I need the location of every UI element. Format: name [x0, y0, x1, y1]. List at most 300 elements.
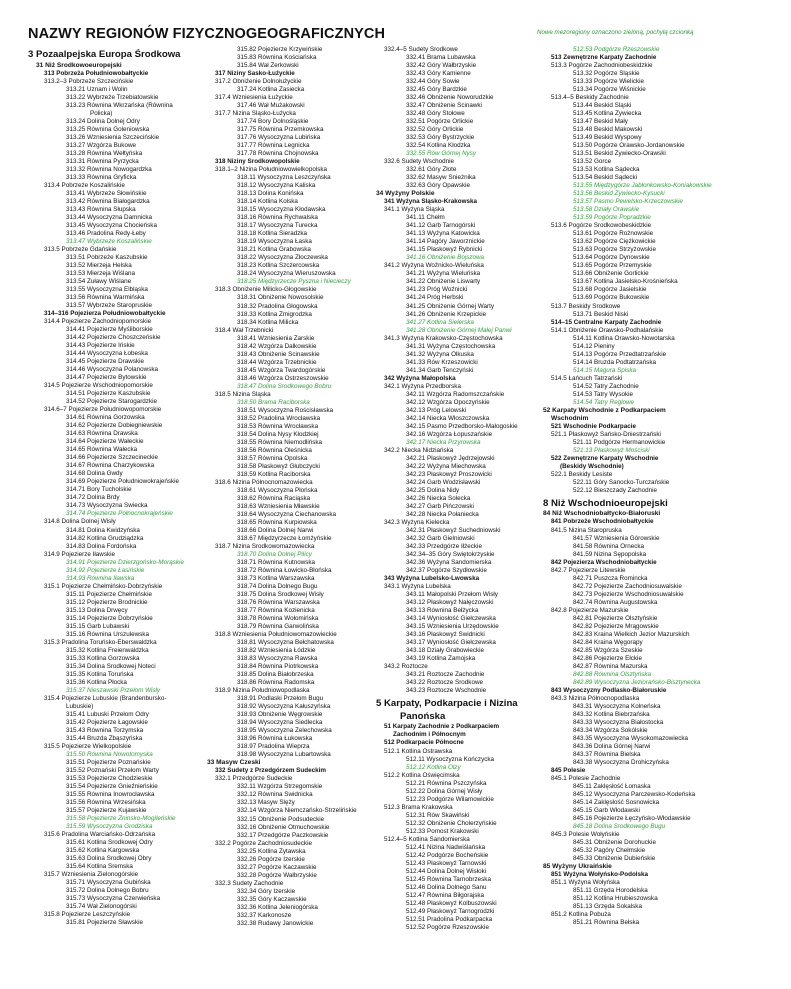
region-entry: 315.14 Pojezierze Dobrzyńskie: [66, 614, 153, 622]
region-entry: 845.18 Dolina Środkowego Bugu: [573, 823, 666, 831]
region-heading: Wschodnim: [551, 414, 589, 422]
region-entry: 318.59 Kotlina Raciborska: [237, 470, 311, 478]
region-entry: 512.4–5 Kotlina Sandomierska: [384, 835, 470, 843]
region-entry: 314.91 Pojezierze Dzierzgońsko-Morąskie: [66, 558, 184, 566]
column-2: [207, 46, 375, 928]
region-entry: 843.32 Kotlina Biebrzańska: [573, 710, 650, 718]
region-entry: 332.51 Pogórze Orlickie: [406, 118, 474, 126]
region-entry: 841.59 Nizina Sępopolska: [573, 550, 647, 558]
region-entry: 332.53 Góry Bystrzyckie: [406, 134, 475, 142]
region-entry: 315.33 Kotlina Gorzowska: [66, 654, 140, 662]
region-entry: 522.11 Góry Sanocko-Turczańskie: [573, 478, 670, 486]
region-entry: 512.3 Brama Krakowska: [384, 803, 453, 811]
region-entry: 318.63 Wzniesienia Mławskie: [237, 502, 320, 510]
region-entry: 317.74 Bory Dolnośląskie: [237, 118, 309, 126]
region-entry: 851.2 Kotlina Pobuża: [551, 911, 611, 919]
region-entry: 314.46 Wysoczyzna Polanowska: [66, 366, 158, 374]
region-entry: 512.21 Równina Pszczyńska: [406, 779, 487, 787]
region-entry: 843.37 Równina Bielska: [573, 750, 641, 758]
region-entry: 342.32 Garb Gielniowski: [406, 534, 475, 542]
region-entry: 313.55 Wysoczyzna Elbląska: [66, 286, 148, 294]
region-entry: 314.62 Pojezierze Dobiegniewskie: [66, 422, 163, 430]
region-entry: 343.16 Płaskowyż Świdnicki: [406, 631, 485, 639]
region-entry: 514–15 Centralne Karpaty Zachodnie: [551, 318, 662, 326]
region-entry: 342.12 Wzgórza Opoczyńskie: [406, 398, 490, 406]
region-entry: 332.1 Przedgórze Sudeckie: [215, 775, 293, 783]
region-entry: 512.2 Kotlina Oświęcimska: [384, 771, 460, 779]
column-3: [376, 46, 539, 932]
region-entry: 342.21 Płaskowyż Jędrzejowski: [406, 454, 495, 462]
region-entry: 851.11 Grzęda Horodelska: [573, 887, 648, 895]
region-entry: 318.16 Równina Rychwalska: [237, 214, 318, 222]
region-entry: 512.42 Podgórze Bocheńskie: [406, 851, 489, 859]
region-entry: 521 Wschodnie Podkarpacie: [551, 422, 637, 430]
region-entry: 315.63 Dolina Środkowej Obry: [66, 855, 152, 863]
region-entry: 845.3 Polesie Wołyńskie: [551, 831, 620, 839]
region-entry: 512.51 Pradolina Podkarpacka: [406, 915, 493, 923]
region-entry: 513.52 Gorce: [573, 158, 612, 166]
region-entry: 315.3 Pradolina Toruńsko-Eberswaldzka: [44, 638, 157, 646]
region-entry: 318.11 Wysoczyzna Leszczyńska: [237, 174, 331, 182]
region-entry: 343.15 Wzniesienia Urzędowskie: [406, 623, 499, 631]
region-entry: 522.1 Beskidy Lesiste: [551, 470, 613, 478]
region-entry: 314.44 Wysoczyzna Łobeska: [66, 350, 148, 358]
region-entry: 341.13 Wyżyna Katowicka: [406, 230, 480, 238]
region-entry: 341.25 Obniżenie Górnej Warty: [406, 302, 494, 310]
region-entry: 314.52 Pojezierze Starogardzkie: [66, 398, 158, 406]
region-entry: 318.85 Dolina Białobrzeska: [237, 671, 314, 679]
region-entry: 842.74 Równina Augustowska: [573, 598, 658, 606]
region-entry: 313.33 Równina Gryficka: [66, 173, 137, 181]
region-entry: 341.11 Chełm: [406, 214, 445, 222]
region-entry: 318.34 Kotlina Milicka: [237, 318, 299, 326]
region-entry: 313.22 Wybrzeże Trzebiatowskie: [66, 93, 159, 101]
region-entry: 342.26 Niecka Solecka: [406, 494, 471, 502]
region-entry: 318.7 Nizina Środkowomazowiecka: [215, 542, 315, 550]
region-entry: 318.1–2 Nizina Południowowielkopolska: [215, 166, 328, 174]
region-entry: 342.13 Próg Lelowski: [406, 406, 467, 414]
region-entry: 313.54 Żuławy Wiślane: [66, 278, 132, 286]
legend-note: Nowe mezoregiony oznaczono zieloną, pochyłą czcionką: [537, 29, 694, 36]
region-entry: 315.52 Poznański Przełom Warty: [66, 766, 159, 774]
region-entry: 318.95 Wysoczyzna Żelechowska: [237, 727, 332, 735]
region-entry: 317.4 Wzniesienia Łużyckie: [215, 94, 293, 102]
region-entry: 315.56 Równina Wrzesińska: [66, 799, 146, 807]
region-entry: 845.15 Garb Włodawski: [573, 807, 640, 815]
region-entry: 332.48 Góry Stołowe: [406, 110, 465, 118]
region-entry: 318.74 Dolina Dolnego Bugu: [237, 583, 318, 591]
region-heading: 85 Wyżyny Ukraińskie: [543, 863, 612, 871]
region-entry: 315.44 Bruzda Zbąszyńska: [66, 734, 143, 742]
region-entry: 513.49 Beskid Wyspowy: [573, 134, 642, 142]
region-entry: 318.51 Wysoczyzna Rościsławska: [237, 406, 334, 414]
region-entry: 318.19 Wysoczyzna Łaska: [237, 238, 312, 246]
region-heading: 84 Niż Wschodniobałtycko-Białoruski: [543, 510, 661, 518]
region-entry: 841.58 Równina Ornecka: [573, 542, 645, 550]
region-entry: 513.56 Beskid Żywiecko-Kysucki: [573, 190, 665, 198]
region-entry: 343.11 Małopolski Przełom Wisły: [406, 591, 498, 599]
region-entry: 513.44 Beskid Śląski: [573, 102, 632, 110]
region-entry: Lubuskie): [66, 702, 94, 710]
region-entry: 318.62 Równina Raciąska: [237, 494, 311, 502]
region-entry: 342.31 Płaskowyż Suchedniowski: [406, 526, 501, 534]
region-entry: 332.4–5 Sudety Środkowe: [384, 46, 458, 53]
region-entry: 342.15 Pasmo Przedborsko-Małogoskie: [406, 422, 518, 430]
region-entry: 513.3 Pogórze Zachodniobeskidzkie: [551, 62, 653, 70]
region-entry: 842.8 Pojezierze Mazurskie: [551, 606, 629, 614]
region-entry: 318.22 Wysoczyzna Złoczewska: [237, 254, 328, 262]
region-entry: 843.36 Dolina Górnej Narwi: [573, 742, 651, 750]
region-entry: 332.45 Góry Bardzkie: [406, 86, 467, 94]
region-entry: 513.51 Beskid Żywiecko-Orawski: [573, 150, 666, 158]
region-entry: 841.57 Wzniesienia Górowskie: [573, 534, 660, 542]
region-entry: 318.84 Równina Piotrkowska: [237, 663, 319, 671]
region-entry: 317.2 Obniżenie Dolnołużyckie: [215, 78, 302, 86]
region-entry: 318.15 Wysoczyzna Kłodawska: [237, 206, 326, 214]
region-entry: 318.23 Kotlina Szczercowska: [237, 262, 320, 270]
region-entry: 512.11 Wysoczyzna Kończycka: [406, 755, 495, 763]
region-entry: 315.11 Pojezierze Chełmińskie: [66, 590, 152, 598]
region-entry: 318.97 Pradolina Wieprza: [237, 743, 310, 751]
region-entry: 341.15 Płaskowyż Rybnicki: [406, 246, 483, 254]
region-entry: 842.7 Pojezierze Litewskie: [551, 566, 626, 574]
region-entry: 315.32 Kotlina Freienwaldzka: [66, 646, 149, 654]
region-entry: 513.66 Obniżenie Gorlickie: [573, 270, 649, 278]
region-entry: 332.3 Sudety Zachodnie: [215, 879, 284, 887]
region-entry: 332.25 Kotlina Żytawska: [237, 847, 306, 855]
region-entry: 342.14 Niecka Włoszczowska: [406, 414, 490, 422]
region-entry: 851.21 Równina Bełska: [573, 919, 640, 927]
region-entry: 341.14 Pagóry Jaworznickie: [406, 238, 485, 246]
region-entry: 332.38 Rudawy Janowickie: [237, 919, 314, 927]
region-entry: 315.8 Pojezierze Leszczyńskie: [44, 911, 131, 919]
region-entry: 522.12 Bieszczady Zachodnie: [573, 486, 658, 494]
region-entry: 341.26 Obniżenie Krzepickie: [406, 310, 487, 318]
region-entry: 343.17 Wyniosłość Giełczewska: [406, 639, 496, 647]
region-entry: 341.32 Wyżyna Olkuska: [406, 350, 474, 358]
region-entry: 842.89 Wysoczyzna Jeziorańsko-Bisztynecka: [573, 678, 701, 686]
region-entry: 318.12 Wysoczyzna Kaliska: [237, 182, 316, 190]
region-entry: 514.54 Tatry Reglowe: [573, 398, 635, 406]
region-entry: 315.36 Kotlina Płocka: [66, 678, 127, 686]
region-entry: 842.83 Kraina Wielkich Jezior Mazurskich: [573, 630, 690, 638]
region-entry: 315.58 Pojezierze Zninsko-Mogileńskie: [66, 815, 176, 823]
region-entry: 314.41 Pojezierze Myśliborskie: [66, 326, 153, 334]
region-entry: 318.61 Wysoczyzna Płońska: [237, 486, 318, 494]
region-entry: 513.34 Pogórze Wiśnickie: [573, 86, 646, 94]
region-entry: 317.24 Kotlina Zasiecka: [237, 86, 305, 94]
region-entry: 513.33 Pogórze Wielickie: [573, 78, 645, 86]
region-entry: 343.14 Wyniosłość Giełczewska: [406, 615, 496, 623]
region-entry: 841 Pobrzeże Wschodniobałtyckie: [551, 518, 654, 526]
column-4: [543, 46, 753, 927]
region-entry: 341 Wyżyna Śląsko-Krakowska: [384, 198, 477, 206]
region-entry: 342.1 Wyżyna Przedborska: [384, 382, 461, 390]
region-entry: 341.3 Wyżyna Krakowsko-Częstochowska: [384, 334, 503, 342]
region-entry: 318.52 Pradolina Wrocławska: [237, 414, 321, 422]
region-entry: 315.59 Wysoczyzna Grodziska: [66, 823, 153, 831]
region-entry: (Beskidy Wschodnie): [560, 462, 624, 470]
region-entry: 315.64 Kotlina Śremska: [66, 863, 133, 871]
region-entry: 318.32 Pradolina Głogowska: [237, 302, 318, 310]
region-entry: 318.72 Równina Łowicko-Błońska: [237, 567, 332, 575]
region-entry: 342.27 Garb Pińczowski: [406, 502, 474, 510]
region-entry: 314.81 Dolina Kwidzyńska: [66, 526, 140, 534]
region-entry: 341.31 Wyżyna Częstochowska: [406, 342, 496, 350]
region-entry: 513.50 Pogórze Orawsko-Jordanowskie: [573, 142, 685, 150]
region-entry: 318.77 Równina Kozienicka: [237, 607, 315, 615]
region-entry: 318.83 Wysoczyzna Rawska: [237, 655, 318, 663]
region-entry: 318 Niziny Środkowopolskie: [215, 158, 300, 166]
region-entry: 318.24 Wysoczyzna Wieruszowska: [237, 270, 336, 278]
region-entry: 315.55 Równina Inowrocławska: [66, 791, 155, 799]
region-entry: 342.34–35 Góry Świętokrzyskie: [406, 550, 495, 558]
region-entry: 512.48 Płaskowyż Kolbuszowski: [406, 899, 497, 907]
region-entry: 343.13 Równina Bełżycka: [406, 607, 479, 615]
region-entry: 314.43 Pojezierze Ińskie: [66, 342, 135, 350]
region-entry: 318.13 Dolina Konińska: [237, 190, 304, 198]
region-entry: 318.21 Kotlina Grabowska: [237, 246, 311, 254]
region-entry: 314.6–7 Pojezierze Południowopomorskie: [44, 406, 162, 414]
region-entry: 332.54 Kotlina Kłodzka: [406, 142, 471, 150]
region-entry: 842.81 Pojezierze Olsztyńskie: [573, 614, 658, 622]
region-entry: 514.14 Bruzda Podtatrzańska: [573, 358, 656, 366]
region-entry: 314.42 Pojezierze Choszczeńskie: [66, 334, 161, 342]
region-entry: 342.24 Garb Wodzisławski: [406, 478, 481, 486]
region-entry: 513.67 Kotlina Jasielsko-Krośnieńska: [573, 278, 678, 286]
region-entry: 342.2 Niecka Nidziańska: [384, 446, 454, 454]
region-entry: 313.45 Wysoczyzna Chocieńska: [66, 221, 157, 229]
region-entry: 341.24 Próg Herbski: [406, 294, 464, 302]
region-entry: 842.73 Pojezierze Wschodniosuwalskie: [573, 590, 684, 598]
region-entry: 513.53 Kotlina Sądecka: [573, 166, 640, 174]
region-entry: 332.52 Góry Orlickie: [406, 126, 464, 134]
region-entry: 314.73 Wysoczyzna Świecka: [66, 502, 148, 510]
region-entry: 318.64 Wysoczyzna Ciechanowska: [237, 510, 336, 518]
region-entry: 332.6 Sudety Wschodnie: [384, 158, 455, 166]
region-entry: 315.15 Garb Lubawski: [66, 622, 130, 630]
region-entry: 342.17 Niecka Przyrowska: [406, 438, 481, 446]
region-entry: 318.55 Równina Niemodlińska: [237, 438, 323, 446]
region-entry: 314.92 Pojezierze Łasińskie: [66, 566, 145, 574]
region-entry: 342.11 Wzgórza Radomszczańskie: [406, 390, 505, 398]
region-entry: 318.45 Wzgórza Twardogórskie: [237, 366, 326, 374]
region-entry: 513.48 Beskid Makowski: [573, 126, 643, 134]
region-entry: 521.13 Płaskowyż Mościski: [573, 446, 650, 454]
region-entry: 842.87 Równina Mazurska: [573, 662, 648, 670]
region-entry: 315.5 Pojezierze Wielkopolskie: [44, 742, 132, 750]
page-title: NAZWY REGIONÓW FIZYCZNOGEOGRAFICZNYCH: [28, 26, 386, 42]
region-entry: 318.50 Brama Raciborska: [237, 398, 310, 406]
region-entry: 317 Niziny Sasko-Łużyckie: [215, 70, 295, 78]
region-entry: 341.27 Kotlina Sielerska: [406, 318, 474, 326]
region-entry: 313.44 Wysoczyzna Damnicka: [66, 213, 153, 221]
region-entry: 317.75 Równina Przemkowska: [237, 126, 324, 134]
region-entry: 513.47 Beskid Mały: [573, 118, 628, 126]
region-entry: 314.5 Pojezierze Wschodniopomorskie: [44, 382, 153, 390]
region-entry: 315.4 Pojezierze Lubuskie (Brandenbursko-: [44, 694, 167, 702]
region-entry: 512.43 Płaskowyż Tarnowski: [406, 859, 487, 867]
region-entry: 318.94 Wysoczyzna Siedlecka: [237, 719, 323, 727]
region-entry: 318.76 Równina Warszawska: [237, 599, 320, 607]
region-entry: 845.11 Zaklęsłość Łomaska: [573, 783, 651, 790]
region-entry: 341.23 Próg Woźnicki: [406, 286, 468, 294]
region-entry: 51 Karpaty Zachodnie z Podkarpaciem: [384, 723, 500, 731]
region-entry: 513.6 Pogórze Środkowobeskidzkie: [551, 222, 652, 230]
region-entry: 318.73 Kotlina Warszawska: [237, 575, 315, 583]
region-entry: 332.16 Obniżenie Otmuchowskie: [237, 823, 330, 831]
region-entry: 315.50 Równina Nowotomyska: [66, 750, 153, 758]
region-entry: Policka): [90, 109, 113, 117]
region-entry: 332.27 Pogórze Kaczawskie: [237, 863, 317, 871]
region-entry: 315.62 Kotlina Kargowska: [66, 847, 140, 855]
region-entry: 332.43 Góry Kamienne: [406, 70, 471, 78]
region-entry: 845.31 Obniżenie Dorohuckie: [573, 839, 656, 847]
region-entry: 318.91 Podlaski Przełom Bugu: [237, 695, 324, 703]
region-entry: 845 Polesie: [551, 766, 586, 774]
region-entry: 318.33 Kotlina Żmigrodzka: [237, 310, 312, 318]
region-entry: 512.45 Równina Tarnobrzeska: [406, 875, 491, 883]
region-entry: 318.47 Dolina Środkowego Bobru: [237, 382, 332, 390]
region-entry: 313 Pobrzeża Południowobałtyckie: [44, 69, 149, 77]
region-entry: 313.42 Równina Białogardzka: [66, 197, 150, 205]
region-entry: 842.86 Pojezierze Ełckie: [573, 654, 642, 662]
region-entry: 513.54 Beskid Sądecki: [573, 174, 638, 182]
region-entry: 514.5 Łańcuch Tatrzański: [551, 374, 623, 382]
region-entry: 513.7 Beskidy Środkowe: [551, 302, 621, 310]
region-entry: 314.93 Równina Iławska: [66, 574, 135, 582]
region-entry: 342.3 Wyżyna Kielecka: [384, 518, 450, 526]
region-entry: 318.66 Dolina Dolnej Narwi: [237, 526, 314, 534]
region-entry: 342 Wyżyna Małopolska: [384, 374, 456, 382]
region-entry: 842.88 Równina Olsztyńska: [573, 670, 652, 678]
region-entry: 513.63 Pogórze Strzyżowskie: [573, 246, 656, 254]
region-entry: 318.6 Nizina Północnomazowiecka: [215, 478, 313, 486]
region-entry: 315.72 Dolina Dolnego Bobru: [66, 887, 149, 895]
region-entry: 332.17 Przedgórze Paczkowskie: [237, 831, 329, 839]
region-entry: 318.67 Międzyrzecze Łomżyńskie: [237, 534, 332, 542]
region-entry: 842.85 Wzgórza Szeskie: [573, 646, 643, 654]
region-entry: 341.34 Garb Tenczyński: [406, 366, 474, 374]
region-entry: 521.11 Podgórze Hermanowickie: [573, 438, 666, 446]
region-entry: 314–316 Pojezierza Południowobałtyckie: [44, 310, 166, 318]
region-entry: 318.98 Wysoczyzna Lubartowska: [237, 751, 331, 759]
region-entry: 514.13 Pogórze Przedtatrzańskie: [573, 350, 667, 358]
region-entry: 315.84 Wał Żerkowski: [237, 62, 299, 70]
region-entry: 845.33 Obniżenie Dubieńskie: [573, 855, 656, 863]
region-entry: 315.57 Pojezierze Kujawskie: [66, 807, 147, 815]
region-entry: 314.72 Dolina Brdy: [66, 494, 120, 502]
region-entry: 318.5 Nizina Śląska: [215, 390, 271, 398]
region-entry: 318.75 Dolina Środkowej Wisły: [237, 591, 324, 599]
region-entry: 332.41 Brama Lubawska: [406, 54, 476, 62]
region-entry: 851.1 Wyżyna Wołyńska: [551, 879, 620, 887]
region-entry: 317.78 Równina Chojnowska: [237, 150, 319, 158]
region-entry: 341.21 Wyżyna Wieluńska: [406, 270, 481, 278]
region-entry: 843.33 Wysoczyzna Białostocka: [573, 718, 664, 726]
region-entry: 332.2 Pogórze Zachodniosudeckie: [215, 839, 312, 847]
region-entry: 332 Sudety z Przedgórzem Sudeckim: [215, 767, 326, 775]
region-entry: 318.46 Wzgórza Ostrzeszowskie: [237, 374, 329, 382]
region-entry: 514.11 Kotlina Orawsko-Nowotarska: [573, 334, 675, 342]
region-entry: 315.82 Pojezierze Krzywińskie: [237, 46, 323, 53]
region-entry: 318.57 Równina Opolska: [237, 454, 308, 462]
region-entry: 318.18 Kotlina Sieradzka: [237, 230, 308, 238]
region-entry: 313.53 Mierzeja Wiślana: [66, 270, 135, 277]
region-entry: 513.57 Pasmo Pewelsko-Krzeczowskie: [573, 198, 683, 206]
region-entry: 513.65 Pogórze Przemyskie: [573, 262, 652, 270]
region-entry: 512.33 Pomost Krakowski: [406, 827, 479, 835]
region-entry: 315.42 Pojezierze Łagowskie: [66, 718, 148, 726]
region-entry: 315.43 Równina Torzymska: [66, 726, 144, 734]
region-entry: 315.7 Wzniesienia Zielonogórskie: [44, 871, 139, 879]
region-entry: 341.22 Obniżenie Liswarty: [406, 278, 481, 286]
region-entry: 314.67 Równina Charzykowska: [66, 462, 155, 470]
region-entry: 313.32 Równina Nowogardzka: [66, 165, 152, 173]
region-entry: 512.44 Dolina Dolnej Wisłoki: [406, 867, 487, 875]
column-1: [28, 46, 203, 927]
region-entry: 313.52 Mierzeja Helska: [66, 261, 132, 269]
region-entry: 513 Zewnętrzne Karpaty Zachodnie: [551, 54, 657, 62]
region-entry: 842.82 Pojezierze Mrągowskie: [573, 622, 659, 630]
region-entry: 343.2 Roztocze: [384, 663, 428, 671]
region-entry: 512.53 Podgórze Rzeszowskie: [573, 46, 660, 53]
region-entry: 512.1 Kotlina Ostrawska: [384, 747, 453, 755]
region-entry: 332.34 Góry Izerskie: [237, 887, 296, 895]
region-entry: 343.21 Roztocze Zachodnie: [406, 671, 485, 679]
region-entry: 313.2–3 Pobrzeże Szczecińskie: [44, 77, 134, 85]
region-entry: 512.12 Kotlina Olzy: [406, 763, 461, 771]
region-entry: 512.46 Dolina Dolnego Sanu: [406, 883, 487, 891]
region-entry: 843.35 Wysoczyzna Wysokomazowiecka: [573, 734, 689, 742]
region-entry: 313.23 Równina Wkrzańska (Równina: [66, 101, 173, 109]
region-entry: 843.3 Nizina Północnopodlaska: [551, 694, 640, 702]
region-entry: 513.59 Pogórze Popradzkie: [573, 214, 651, 222]
region-entry: 513.64 Pogórze Dynowskie: [573, 254, 650, 262]
region-entry: 341.28 Obniżenie Górnej Małej Panwi: [406, 326, 512, 334]
region-entry: 341.1 Wyżyna Śląska: [384, 206, 445, 214]
region-entry: 315.35 Kotlina Toruńska: [66, 670, 134, 678]
region-entry: 318.43 Obniżenie Ścinawskie: [237, 350, 320, 358]
region-entry: 342.28 Niecka Połaniecka: [406, 510, 479, 518]
region-entry: 845.14 Zaklęsłość Sosnowicka: [573, 799, 660, 807]
region-entry: 332.12 Równina Świdnicka: [237, 791, 313, 799]
region-entry: 343.18 Działy Grabowieckie: [406, 647, 485, 655]
region-entry: 842.71 Puszcza Romincka: [573, 574, 648, 582]
region-entry: 514.12 Pieniny: [573, 342, 615, 350]
region-entry: 513.62 Pogórze Ciężkowickie: [573, 238, 656, 246]
region-entry: 514.15 Magura Spiska: [573, 366, 637, 374]
region-entry: 318.53 Równina Wrocławska: [237, 422, 319, 430]
region-entry: 318.44 Wzgórza Trzebnickie: [237, 358, 317, 366]
region-entry: 841.5 Nizina Staropruska: [551, 526, 622, 534]
region-entry: Zachodnim i Północnym: [393, 731, 466, 739]
region-entry: 513.4–5 Beskidy Zachodnie: [551, 94, 629, 102]
region-entry: 332.14 Wzgórza Niemczańsko-Strzelińskie: [237, 807, 357, 815]
region-entry: 313.41 Wybrzeże Słowińskie: [66, 189, 147, 197]
region-entry: 315.16 Równina Urszulewska: [66, 630, 149, 638]
region-heading: 34 Wyżyny Polskie: [376, 190, 435, 198]
region-entry: 314.65 Równina Wałecka: [66, 446, 138, 454]
region-entry: 332.11 Wzgórza Strzegomskie: [237, 783, 323, 791]
region-entry: 313.27 Wzgórza Bukowe: [66, 141, 137, 149]
region-entry: 342.33 Przedgórze Iłżeckie: [406, 542, 482, 550]
region-entry: 318.14 Kotlina Kolska: [237, 198, 298, 206]
region-entry: 845.32 Pagóry Chełmskie: [573, 847, 646, 855]
region-heading: 3 Pozaalpejska Europa Środkowa: [28, 49, 181, 60]
region-entry: 315.61 Kotlina Środkowej Odry: [66, 839, 153, 847]
region-entry: 314.82 Kotlina Grudziądzka: [66, 534, 144, 542]
